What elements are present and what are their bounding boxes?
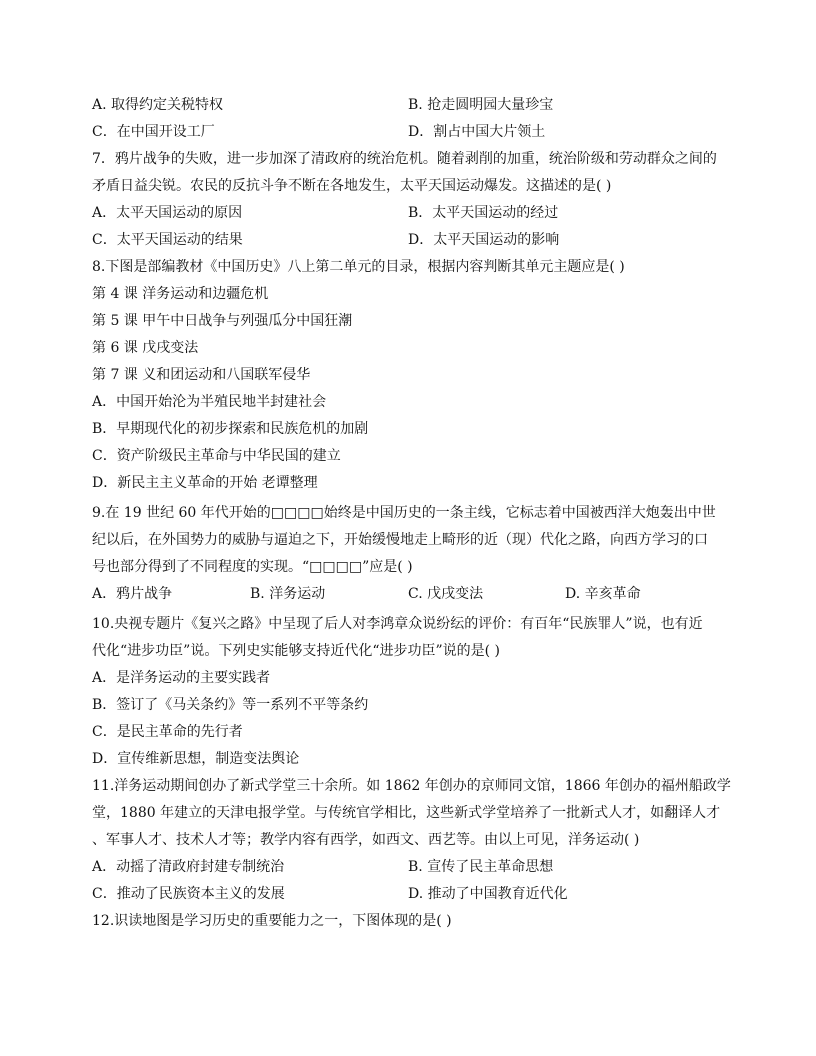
q6-option-b[interactable]: B. 抢走圆明园大量珍宝: [408, 97, 554, 113]
q6-option-d[interactable]: D．割占中国大片领土: [408, 124, 546, 140]
q11-option-c[interactable]: C．推动了民族资本主义的发展: [92, 886, 285, 902]
q10-option-a[interactable]: A．是洋务运动的主要实践者: [92, 670, 271, 686]
q8-lesson-4: 第 4 课 洋务运动和边疆危机: [92, 286, 269, 302]
q7-option-d[interactable]: D．太平天国运动的影响: [408, 232, 560, 248]
q6-option-a[interactable]: A. 取得约定关税特权: [92, 97, 224, 113]
q9-option-d[interactable]: D. 辛亥革命: [565, 586, 641, 602]
q6-option-c[interactable]: C．在中国开设工厂: [92, 124, 215, 140]
q9-option-b[interactable]: B. 洋务运动: [250, 586, 326, 602]
q8-option-d[interactable]: D．新民主主义革命的开始 老谭整理: [92, 475, 318, 491]
q11-option-a[interactable]: A．动摇了清政府封建专制统治: [92, 859, 285, 875]
q11-stem-line3: 、军事人才、技术人才等；教学内容有西学，如西文、西艺等。由以上可见，洋务运动( ): [92, 832, 640, 848]
q11-stem-line1: 11.洋务运动期间创办了新式学堂三十余所。如 1862 年创办的京师同文馆，1866 年创办的福州船政学: [92, 778, 731, 794]
q7-option-b[interactable]: B．太平天国运动的经过: [408, 205, 559, 221]
q9-stem-line2: 纪以后，在外国势力的威胁与逼迫之下，开始缓慢地走上畸形的近（现）代化之路，向西方学习的口: [92, 532, 708, 548]
q10-option-d[interactable]: D．宣传维新思想，制造变法舆论: [92, 751, 300, 767]
q8-option-c[interactable]: C．资产阶级民主革命与中华民国的建立: [92, 448, 341, 464]
q10-stem-line1: 10.央视专题片《复兴之路》中呈现了后人对李鸿章众说纷纭的评价：有百年“民族罪人”说，也有近: [92, 616, 703, 632]
q10-stem-line2: 代化“进步功臣”说。下列史实能够支持近代化“进步功臣”说的是( ): [92, 643, 501, 659]
q7-option-c[interactable]: C．太平天国运动的结果: [92, 232, 243, 248]
q9-stem-line1: 9.在 19 世纪 60 年代开始的□□□□始终是中国历史的一条主线，它标志着中国被西洋大炮轰出中世: [92, 505, 716, 521]
q7-stem-line2: 矛盾日益尖锐。农民的反抗斗争不断在各地发生，太平天国运动爆发。这描述的是( ): [92, 178, 612, 194]
q11-stem-line2: 堂，1880 年建立的天津电报学堂。与传统官学相比，这些新式学堂培养了一批新式人才，如翻译人才: [92, 805, 721, 821]
q10-option-b[interactable]: B．签订了《马关条约》等一系列不平等条约: [92, 697, 369, 713]
q8-option-a[interactable]: A．中国开始沦为半殖民地半封建社会: [92, 394, 327, 410]
q9-stem-line3: 号也部分得到了不同程度的实现。“□□□□”应是( ): [92, 559, 413, 575]
q11-option-b[interactable]: B. 宣传了民主革命思想: [408, 859, 554, 875]
q12-stem: 12.识读地图是学习历史的重要能力之一，下图体现的是( ): [92, 913, 452, 929]
q8-lesson-5: 第 5 课 甲午中日战争与列强瓜分中国狂潮: [92, 313, 353, 329]
q11-option-d[interactable]: D. 推动了中国教育近代化: [408, 886, 568, 902]
q10-option-c[interactable]: C．是民主革命的先行者: [92, 724, 243, 740]
q8-lesson-6: 第 6 课 戊戌变法: [92, 340, 199, 356]
q7-option-a[interactable]: A．太平天国运动的原因: [92, 205, 243, 221]
q8-option-b[interactable]: B．早期现代化的初步探索和民族危机的加剧: [92, 421, 369, 437]
q8-stem: 8.下图是部编教材《中国历史》八上第二单元的目录，根据内容判断其单元主题应是( ): [92, 259, 625, 275]
q9-option-c[interactable]: C. 戊戌变法: [408, 586, 484, 602]
q8-lesson-7: 第 7 课 义和团运动和八国联军侵华: [92, 367, 311, 383]
q9-option-a[interactable]: A．鸦片战争: [92, 586, 173, 602]
q7-stem-line1: 7．鸦片战争的失败，进一步加深了清政府的统治危机。随着剥削的加重，统治阶级和劳动群众之间的: [92, 151, 717, 167]
